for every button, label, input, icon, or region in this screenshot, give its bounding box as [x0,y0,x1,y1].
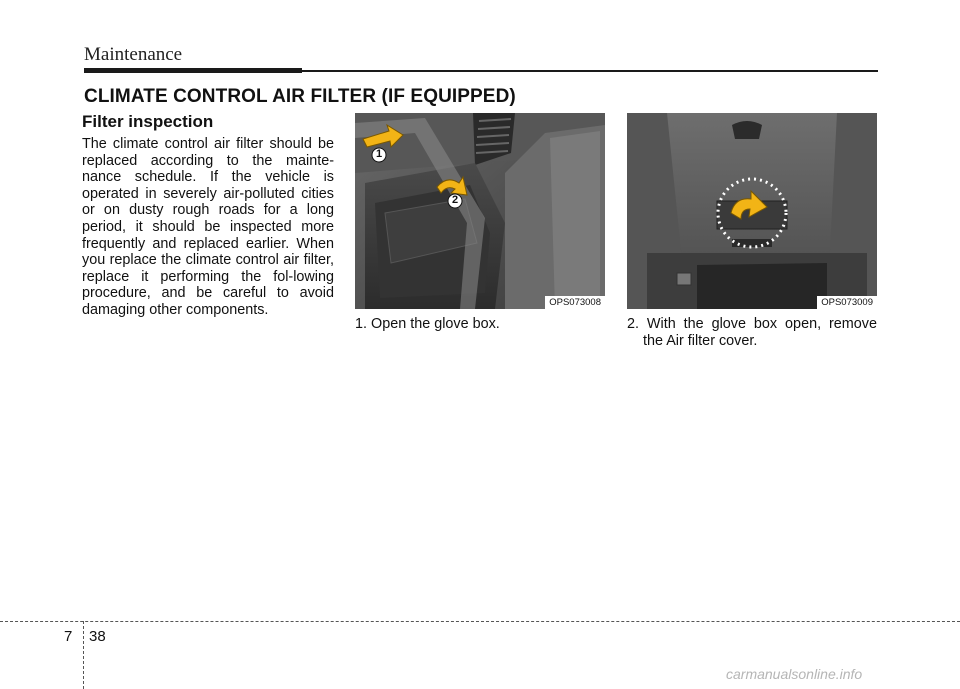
figure-filter-cover [627,113,877,309]
figure-code: OPS073008 [545,296,605,309]
marker-1: 1 [375,148,383,160]
header-rule-thin [302,70,878,72]
figure-code: OPS073009 [817,296,877,309]
running-header: Maintenance [84,44,183,65]
footer-divider [83,621,84,689]
chapter-number: 7 [64,628,73,645]
glove-box-illustration [355,113,605,309]
footer-rule [0,621,960,622]
figure-glove-box [355,113,605,309]
header-rule-thick [84,68,302,73]
figure-caption-2: 2. With the glove box open, remove the Air filter cover. [627,316,877,349]
filter-inspection-body: The climate control air filter should be replaced according to the mainte-nance schedule. If the vehicle is operated in severely air-polluted cities or on dusty rough roads for a long period, it should be inspected more frequently and replaced earlier. When you replace the climate control air filter, replace it performing the fol-lowing procedure, and be careful to avoid damaging other components. [82,136,334,318]
watermark: carmanualsonline.info [726,666,863,682]
page-number: 38 [89,628,106,645]
marker-2: 2 [451,194,459,206]
filter-inspection-heading: Filter inspection [82,112,214,131]
filter-cover-illustration [627,113,877,309]
section-title: CLIMATE CONTROL AIR FILTER (IF EQUIPPED) [84,86,516,107]
figure-caption-1: 1. Open the glove box. [355,316,500,332]
